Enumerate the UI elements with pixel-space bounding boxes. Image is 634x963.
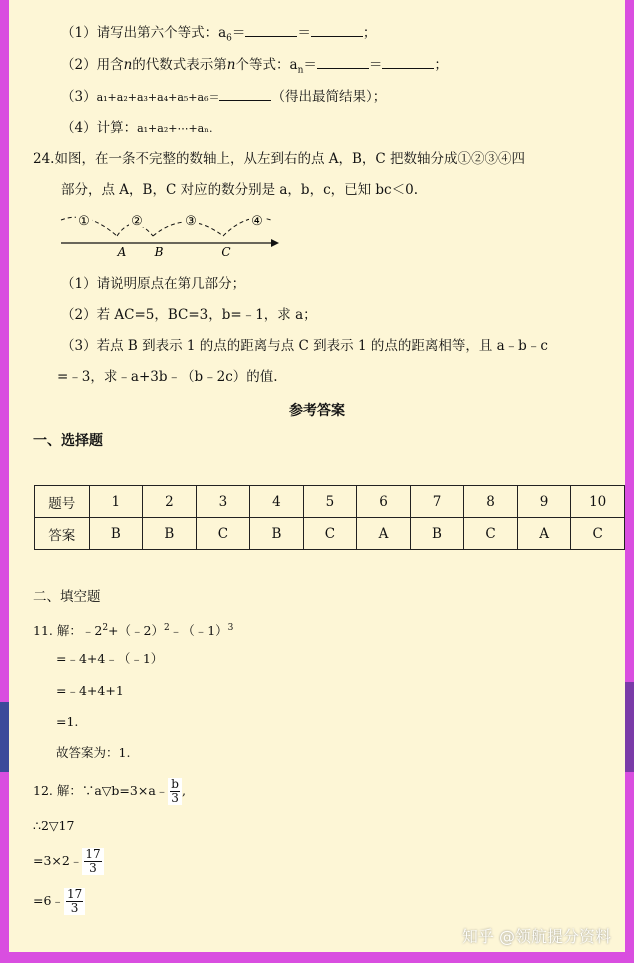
sol11-line4: =1. (56, 714, 79, 729)
table-cell: B (143, 518, 197, 550)
watermark: 知乎 @领航提分资料 (461, 927, 611, 946)
q23-part2: （2）用含n的代数式表示第n个等式：$a_n=$ ＝ ； (61, 57, 448, 76)
sol12-line1: 12. 解：∵a▽b=3×a﹣ $\frac{b}{3}$ , (33, 777, 186, 805)
table-row (35, 518, 625, 550)
answer-blank[interactable] (317, 56, 369, 69)
table-cell: B (410, 518, 464, 550)
answer-blank[interactable] (245, 24, 297, 37)
fraction: $\frac{17}{3}$ (82, 848, 103, 875)
left-edge-bar (0, 702, 9, 772)
section-choice-heading: 一、选择题 (33, 433, 103, 449)
q24-stem-line2: 部分，点 A，B，C 对应的数分别是 a，b，c，已知 bc＜0. (61, 182, 418, 198)
table-cell: 9 (517, 486, 571, 518)
answer-blank[interactable] (311, 24, 363, 37)
region-label: ③ (185, 214, 197, 229)
section-fill-heading: 二、填空题 (33, 589, 101, 605)
fraction: $\frac{17}{3}$ (64, 888, 85, 915)
right-edge-bar (625, 682, 634, 772)
table-cell: 2 (143, 486, 197, 518)
table-cell: A (517, 518, 571, 550)
document-page (9, 0, 625, 952)
table-cell: C (464, 518, 518, 550)
table-cell: 题号 (35, 486, 90, 518)
number-line-figure (57, 208, 287, 260)
table-cell: 8 (464, 486, 518, 518)
region-label: ④ (251, 214, 263, 229)
table-row (35, 486, 625, 518)
region-label: ① (78, 214, 90, 229)
table-cell: 7 (410, 486, 464, 518)
answer-blank[interactable] (219, 88, 271, 101)
sol12-line4: =6﹣ $\frac{17}{3}$ (33, 886, 85, 916)
q24-part3-line2: =﹣3，求﹣a+3b﹣（b﹣2c）的值. (57, 369, 278, 385)
sol12-line2: ∴2▽17 (33, 818, 75, 833)
table-cell: 答案 (35, 518, 90, 550)
q24-part3-line1: （3）若点 B 到表示 1 的点的距离与点 C 到表示 1 的点的距离相等，且 a﹣b﹣c (61, 338, 548, 354)
answer-blank[interactable] (382, 56, 434, 69)
answer-title: 参考答案 (289, 403, 345, 419)
point-label-c: C (221, 245, 231, 259)
q24-stem-line1: 24.如图，在一条不完整的数轴上，从左到右的点 A，B，C 把数轴分成①②③④四 (33, 151, 526, 167)
table-cell: 6 (357, 486, 411, 518)
sol11-line2: =﹣4+4﹣（﹣1） (56, 651, 164, 666)
table-cell: A (357, 518, 411, 550)
fraction: $\frac{b}{3}$ (168, 778, 182, 805)
sol11-line5: 故答案为：1. (56, 745, 131, 760)
table-cell: C (303, 518, 357, 550)
table-cell: B (250, 518, 304, 550)
q23-part4: （4）计算：a₁+a₂+⋯+aₙ. (61, 120, 213, 136)
table-cell: 10 (571, 486, 625, 518)
table-cell: 3 (196, 486, 250, 518)
region-label: ② (131, 214, 143, 229)
q24-part1: （1）请说明原点在第几部分； (61, 276, 246, 292)
table-cell: 4 (250, 486, 304, 518)
sol11-line1: 11. 解：$﹣2^2+(﹣2)^2﹣(﹣1)^3$ (33, 623, 234, 639)
sol12-line3: =3×2﹣ $\frac{17}{3}$ (33, 846, 104, 876)
sol11-line3: =﹣4+4+1 (56, 683, 124, 698)
table-cell: B (89, 518, 143, 550)
point-label-a: A (117, 245, 127, 259)
point-label-b: B (154, 245, 164, 259)
table-cell: 1 (89, 486, 143, 518)
q24-part2: （2）若 AC=5，BC=3，b=﹣1，求 a； (61, 307, 317, 323)
table-cell: C (196, 518, 250, 550)
q23-part1: （1）请写出第六个等式：$a_6=$ ＝ ； (61, 25, 377, 44)
q23-part3: （3）a₁+a₂+a₃+a₄+a₅+a₆＝ （得出最简结果）； (61, 89, 387, 105)
answer-table (34, 485, 625, 550)
table-cell: C (571, 518, 625, 550)
table-cell: 5 (303, 486, 357, 518)
